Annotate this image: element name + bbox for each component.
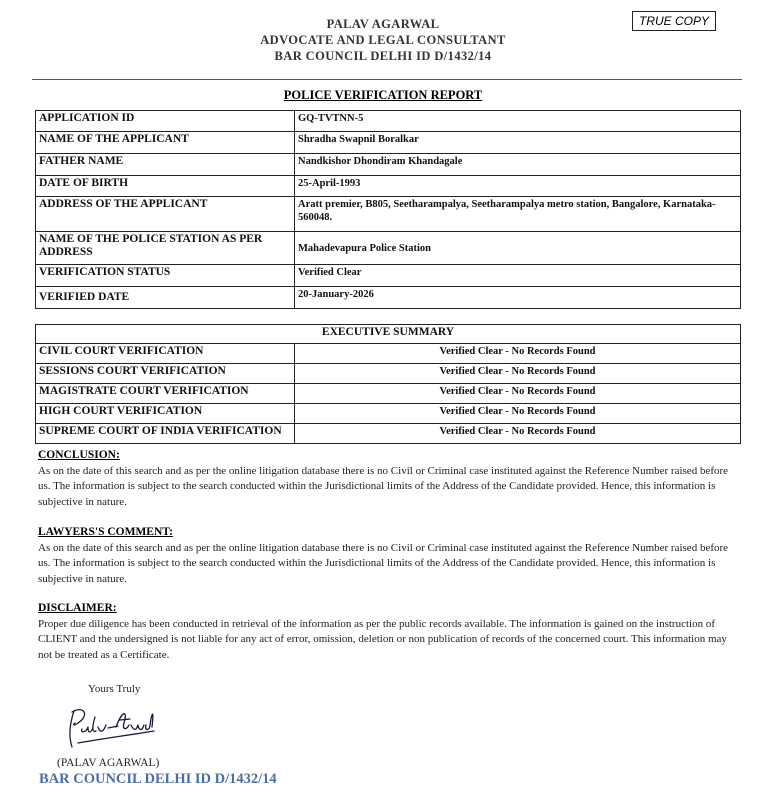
info-row-date-of-birth bbox=[36, 176, 741, 197]
summary-label: CIVIL COURT VERIFICATION bbox=[36, 344, 295, 364]
advocate-name: PALAV AGARWAL bbox=[326, 17, 440, 31]
advocate-designation: ADVOCATE AND LEGAL CONSULTANT bbox=[260, 33, 506, 47]
summary-status: Verified Clear - No Records Found bbox=[295, 424, 741, 444]
info-label: ADDRESS OF THE APPLICANT bbox=[36, 197, 295, 232]
summary-title: EXECUTIVE SUMMARY bbox=[36, 325, 741, 344]
summary-label: SESSIONS COURT VERIFICATION bbox=[36, 364, 295, 384]
disclaimer-text: Proper due diligence has been conducted in retrieval of the information as per the public records available. The information is gained on the instruction of CLIENT and the undersigned is not liable for any act of error, omission, deletion or non publication of records of the concerned court. This information may not be treated as a Certificate. bbox=[38, 617, 727, 661]
info-row-father-name bbox=[36, 154, 741, 176]
summary-status: Verified Clear - No Records Found bbox=[295, 364, 741, 384]
applicant-info-table bbox=[35, 110, 741, 309]
summary-status: Verified Clear - No Records Found bbox=[295, 344, 741, 364]
summary-status: Verified Clear - No Records Found bbox=[295, 384, 741, 404]
header-divider bbox=[32, 79, 742, 80]
info-label: FATHER NAME bbox=[36, 154, 295, 176]
info-label: VERIFICATION STATUS bbox=[36, 265, 295, 287]
info-value: Aratt premier, B805, Seetharampalya, Seetharampalya metro station, Bangalore, Karnataka-560048. bbox=[295, 197, 741, 232]
summary-label: HIGH COURT VERIFICATION bbox=[36, 404, 295, 424]
info-value: Mahadevapura Police Station bbox=[295, 232, 741, 265]
summary-row-sessions bbox=[36, 364, 741, 384]
report-title: POLICE VERIFICATION REPORT bbox=[283, 88, 483, 102]
info-label: VERIFIED DATE bbox=[36, 287, 295, 309]
executive-summary-table bbox=[35, 324, 741, 444]
lawyers-comment-text: As on the date of this search and as per the online litigation database there is no Civil or Criminal case instituted against the Reference Number raised before us. The information is subject to the search conducted within the Jurisdictional limits of the Address of the Candidate provided. Hence, this information is subjective in nature. bbox=[38, 541, 729, 585]
header-bar-id: BAR COUNCIL DELHI ID D/1432/14 bbox=[274, 49, 492, 63]
lawyers-comment-section bbox=[38, 525, 740, 587]
info-row-police-station bbox=[36, 232, 741, 265]
disclaimer-title: DISCLAIMER: bbox=[38, 602, 117, 614]
yours-truly: Yours Truly bbox=[88, 683, 141, 695]
lawyers-comment-title: LAWYERS'S COMMENT: bbox=[38, 526, 173, 538]
info-label: NAME OF THE APPLICANT bbox=[36, 132, 295, 154]
info-label: DATE OF BIRTH bbox=[36, 176, 295, 197]
summary-header-row bbox=[36, 325, 741, 344]
info-value: 25-April-1993 bbox=[295, 176, 741, 197]
info-row-application-id bbox=[36, 111, 741, 132]
summary-row-supreme-court bbox=[36, 424, 741, 444]
summary-label: SUPREME COURT OF INDIA VERIFICATION bbox=[36, 424, 295, 444]
disclaimer-section bbox=[38, 601, 740, 663]
info-value: GQ-TVTNN-5 bbox=[295, 111, 741, 132]
conclusion-title: CONCLUSION: bbox=[38, 449, 120, 461]
info-value: Verified Clear bbox=[295, 265, 741, 287]
conclusion-text: As on the date of this search and as per the online litigation database there is no Civil or Criminal case instituted against the Reference Number raised before us. The information is subject to the search conducted within the Jurisdictional limits of the Address of the Candidate provided. Hence, this information is subjective in nature. bbox=[38, 464, 729, 508]
info-row-verified-date bbox=[36, 287, 741, 309]
summary-status: Verified Clear - No Records Found bbox=[295, 404, 741, 424]
info-row-address bbox=[36, 197, 741, 232]
footer-bar-id: BAR COUNCIL DELHI ID D/1432/14 bbox=[39, 771, 277, 787]
summary-row-civil bbox=[36, 344, 741, 364]
info-label: NAME OF THE POLICE STATION AS PER ADDRESS bbox=[36, 232, 295, 265]
info-value: 20-January-2026 bbox=[295, 287, 741, 309]
info-row-applicant-name bbox=[36, 132, 741, 154]
signatory-name: (PALAV AGARWAL) bbox=[57, 757, 160, 769]
info-label: APPLICATION ID bbox=[36, 111, 295, 132]
info-value: Shradha Swapnil Boralkar bbox=[295, 132, 741, 154]
summary-label: MAGISTRATE COURT VERIFICATION bbox=[36, 384, 295, 404]
conclusion-section bbox=[38, 448, 740, 510]
info-row-verification-status bbox=[36, 265, 741, 287]
info-value: Nandkishor Dhondiram Khandagale bbox=[295, 154, 741, 176]
summary-row-magistrate bbox=[36, 384, 741, 404]
handwritten-signature bbox=[60, 703, 160, 755]
true-copy-stamp: TRUE COPY bbox=[632, 11, 716, 31]
summary-row-high-court bbox=[36, 404, 741, 424]
